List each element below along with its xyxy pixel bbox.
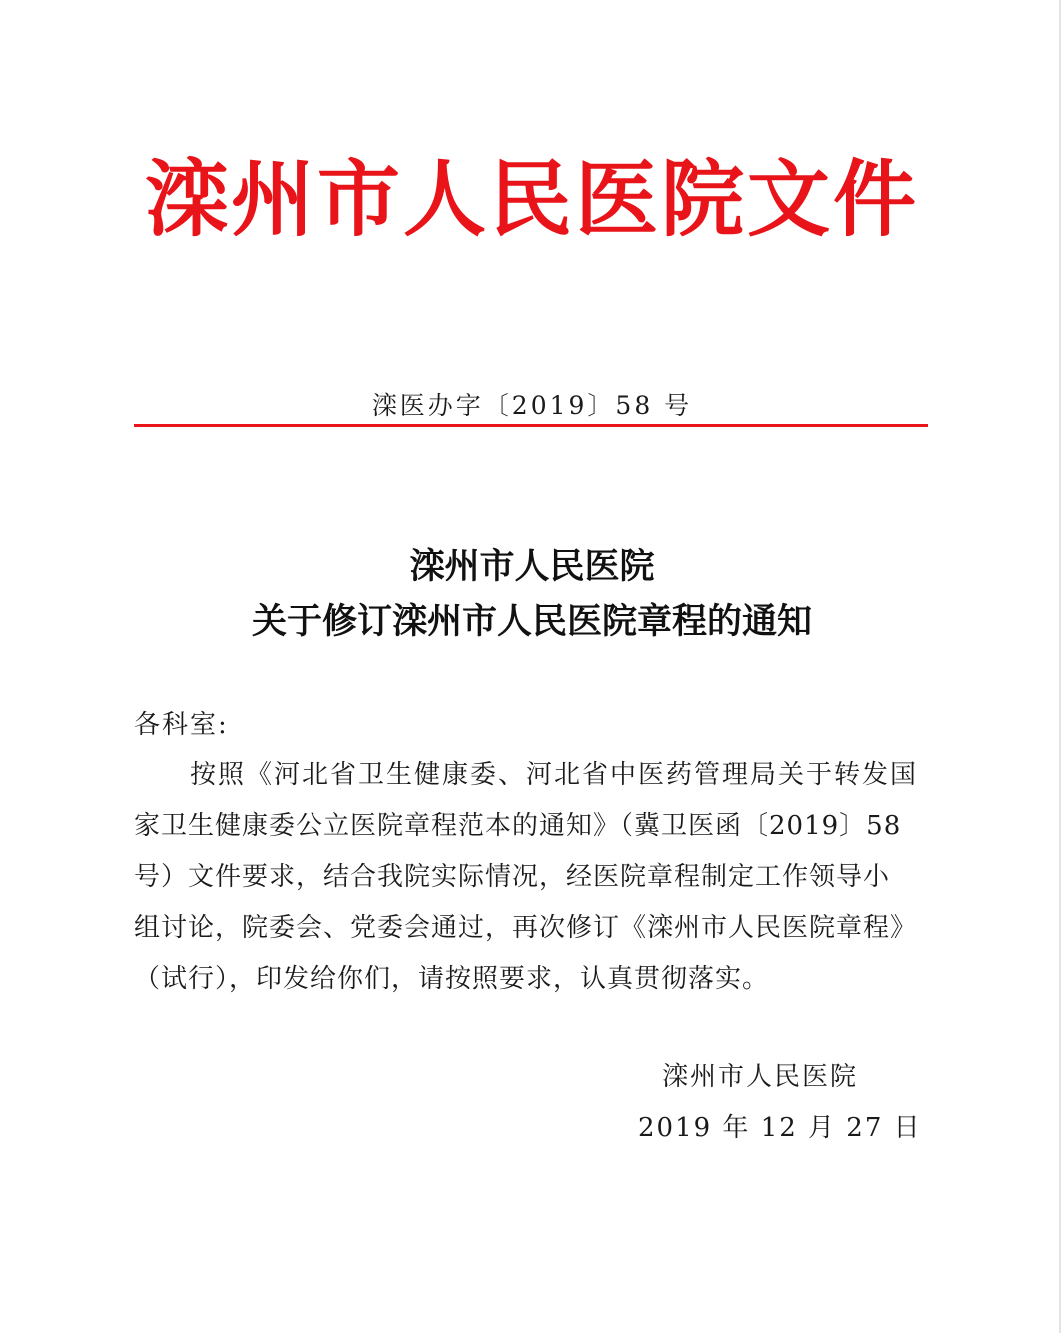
body-text-line: （试行），印发给你们，请按照要求，认真贯彻落实。 bbox=[134, 964, 770, 994]
signature-issuer: 滦州市人民医院 bbox=[662, 1062, 859, 1092]
notice-title-line-2: 关于修订滦州市人民医院章程的通知 bbox=[251, 601, 812, 642]
document-number: 滦医办字〔2019〕58 号 bbox=[371, 391, 693, 420]
body-text-line: 组讨论，院委会、党委会通过，再次修订《滦州市人民医院章程》 bbox=[134, 913, 918, 943]
body-text-line: 按照《河北省卫生健康委、河北省中医药管理局关于转发国 bbox=[190, 760, 919, 790]
body-text-line: 家卫生健康委公立医院章程范本的通知》（冀卫医函〔2019〕58 bbox=[134, 811, 902, 841]
notice-title-line-1: 滦州市人民医院 bbox=[409, 546, 655, 587]
red-divider-line bbox=[134, 424, 928, 427]
salutation: 各科室: bbox=[134, 710, 229, 740]
signature-date: 2019 年 12 月 27 日 bbox=[638, 1113, 922, 1143]
document-masthead: 滦州市人民医院文件 bbox=[145, 151, 919, 248]
body-text-line: 号）文件要求，结合我院实际情况，经医院章程制定工作领导小 bbox=[134, 862, 891, 892]
